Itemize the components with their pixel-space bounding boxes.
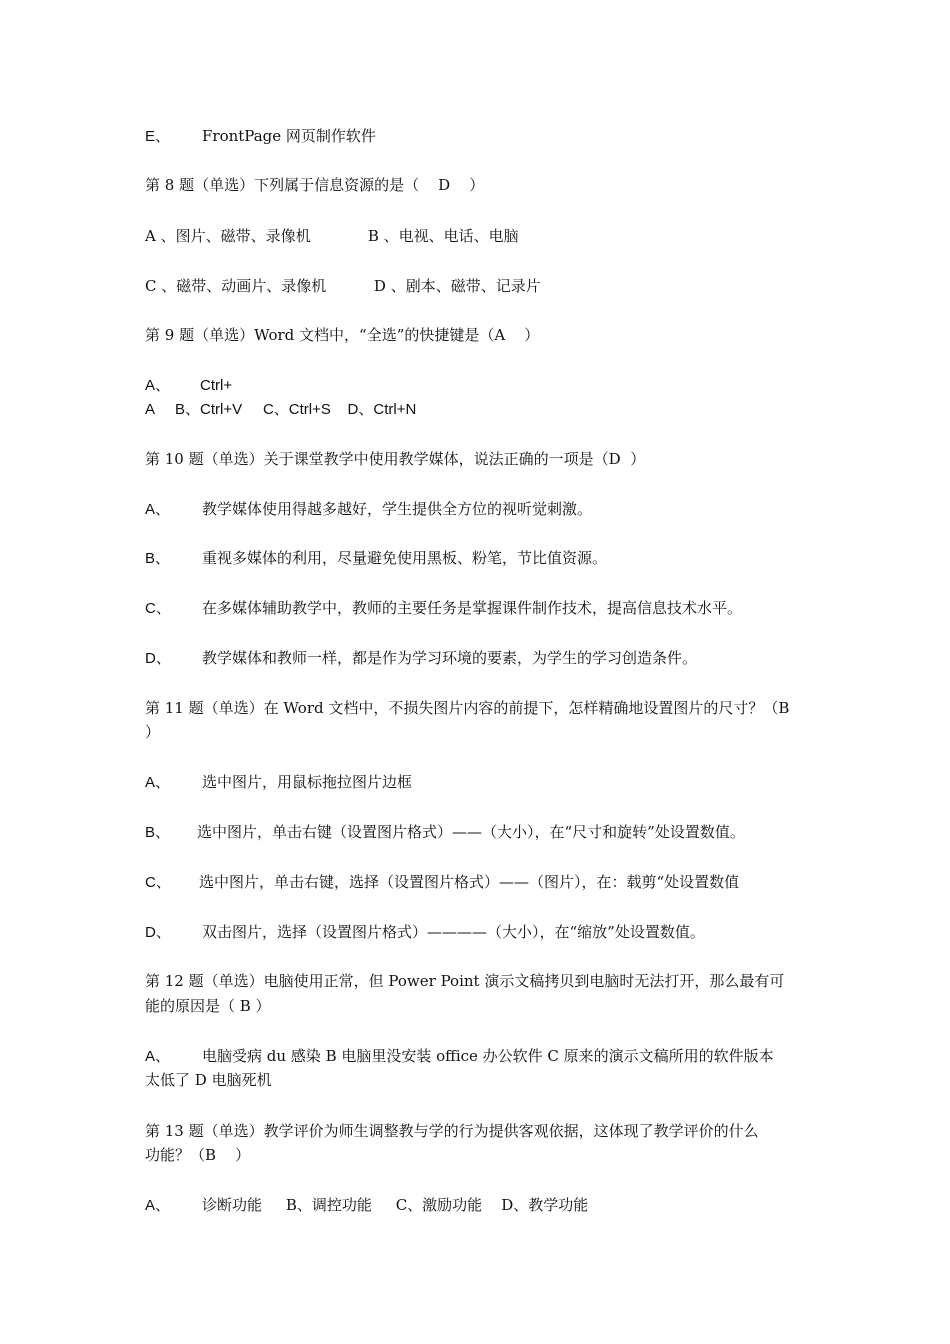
question-8-options-row-1: A 、图片、磁带、录像机 B 、电视、电话、电脑 [145,227,519,245]
question-13-title-line-2: 功能？（B ） [145,1146,251,1164]
question-9-option-a [145,373,810,398]
option-text: 电脑受病 du 感染 B 电脑里没安装 office 办公软件 C 原来的演示文稿所用的软件版本 [202,1047,774,1065]
question-11-option-d [145,920,810,945]
option-e-frontpage [145,124,810,149]
question-10-option-b [145,546,810,571]
question-11-option-b [145,820,810,845]
option-text: 双击图片，选择（设置图片格式）————（大小），在“缩放”处设置数值。 [202,923,705,941]
option-text: 在多媒体辅助教学中，教师的主要任务是掌握课件制作技术，提高信息技术水平。 [202,599,743,617]
question-12-option-a-line-2: 太低了 D 电脑死机 [145,1071,272,1089]
question-11-option-c [145,870,810,895]
question-8-title: 第 8 题（单选）下列属于信息资源的是（ D ） [145,176,485,194]
option-letter: D、 [145,650,171,667]
option-letter: C、 [145,874,171,891]
question-11-option-a [145,770,810,795]
question-12-option-a-line-1 [145,1044,810,1069]
question-13-title-line-1: 第 13 题（单选）教学评价为师生调整教与学的行为提供客观依据，这体现了教学评价的什么 [145,1122,759,1140]
question-12-title-line-2: 能的原因是（ B ） [145,997,271,1015]
question-9-options-row-2: A B、Ctrl+V C、Ctrl+S D、Ctrl+N [145,401,417,418]
question-10-option-d [145,646,810,671]
option-letter: D、 [145,924,171,941]
option-text: Ctrl+ [200,377,233,394]
question-10-option-c [145,596,810,621]
option-text: 选中图片，单击右键（设置图片格式）——（大小），在“尺寸和旋转”处设置数值。 [197,823,745,841]
option-letter: B、 [145,824,171,841]
question-12-title-line-1: 第 12 题（单选）电脑使用正常，但 Power Point 演示文稿拷贝到电脑时无法打开，那么最有可 [145,972,785,990]
option-letter: A、 [145,1197,171,1214]
question-8-options-row-2: C 、磁带、动画片、录像机 D 、剧本、磁带、记录片 [145,277,541,295]
question-10-option-a [145,497,810,522]
option-letter: A、 [145,1048,171,1065]
option-text: 教学媒体和教师一样，都是作为学习环境的要素，为学生的学习创造条件。 [202,649,698,667]
question-10-title: 第 10 题（单选）关于课堂教学中使用教学媒体，说法正确的一项是（D ） [145,450,646,468]
option-text: 诊断功能 B、调控功能 C、激励功能 D、教学功能 [202,1196,589,1214]
option-letter: B、 [145,550,171,567]
option-letter: A、 [145,774,171,791]
option-text: FrontPage 网页制作软件 [202,127,376,145]
option-text: 重视多媒体的利用，尽量避免使用黑板、粉笔，节比值资源。 [202,549,608,567]
question-9-title: 第 9 题（单选）Word 文档中，“全选”的快捷键是（A ） [145,326,540,344]
question-13-option-row [145,1193,810,1218]
question-11-title-line-2: ） [145,723,161,741]
option-text: 选中图片，用鼠标拖拉图片边框 [202,773,413,791]
option-letter: A、 [145,377,171,394]
option-text: 教学媒体使用得越多越好，学生提供全方位的视听觉刺激。 [202,500,593,518]
option-text: 选中图片，单击右键，选择（设置图片格式）——（图片），在：载剪“处设置数值 [199,873,740,891]
option-letter: E、 [145,128,171,145]
option-letter: C、 [145,600,171,617]
option-letter: A、 [145,501,171,518]
question-11-title-line-1: 第 11 题（单选）在 Word 文档中，不损失图片内容的前提下，怎样精确地设置图片的尺寸？（B [145,699,790,717]
